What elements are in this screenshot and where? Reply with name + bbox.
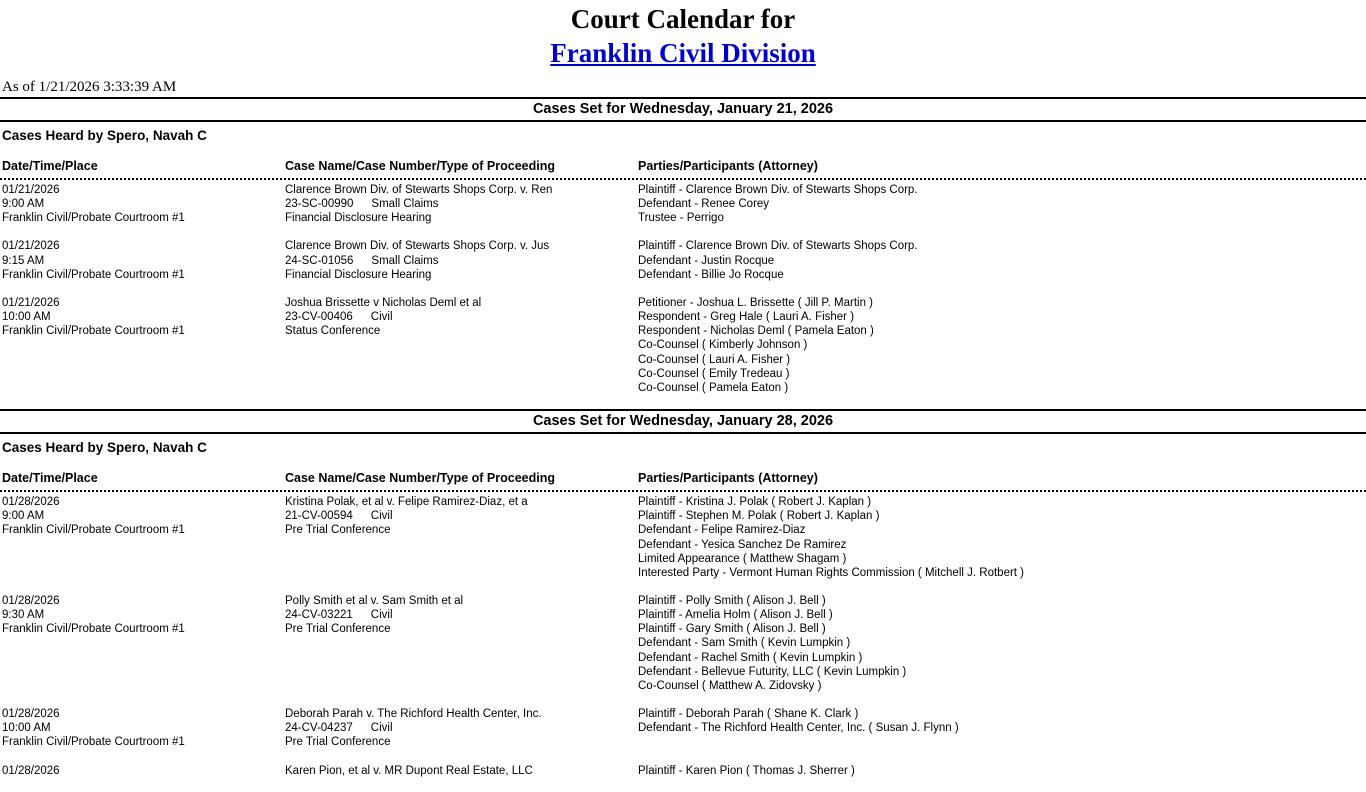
party-entry: Defendant - Yesica Sanchez De Ramirez	[638, 538, 847, 551]
case-info	[285, 707, 542, 749]
column-header-case-info: Case Name/Case Number/Type of Proceeding	[285, 159, 555, 173]
case-type: Small Claims	[371, 198, 439, 211]
case-number[interactable]: 24-SC-01056	[285, 254, 354, 267]
proceeding-type: Pre Trial Conference	[285, 736, 391, 749]
case-time: 9:30 AM	[2, 609, 45, 622]
case-date-time-place	[2, 594, 185, 636]
column-header-parties: Parties/Participants (Attorney)	[638, 159, 818, 173]
case-info	[285, 296, 481, 338]
case-place: Franklin Civil/Probate Courtroom #1	[2, 212, 185, 225]
party-entry: Defendant - Bellevue Futurity, LLC ( Kevin Lumpkin )	[638, 665, 907, 678]
case-name[interactable]: Polly Smith et al v. Sam Smith et al	[285, 594, 464, 607]
case-name[interactable]: Clarence Brown Div. of Stewarts Shops Corp. v. Ren	[285, 184, 553, 196]
party-entry: Plaintiff - Karen Pion ( Thomas J. Sherrer )	[638, 764, 855, 777]
case-info	[285, 594, 463, 636]
case-type: Civil	[370, 722, 393, 735]
proceeding-type: Status Conference	[285, 325, 381, 338]
case-place: Franklin Civil/Probate Courtroom #1	[2, 736, 185, 749]
calendar-section	[0, 97, 1366, 409]
case-list	[0, 180, 1366, 409]
document-header	[0, 0, 1366, 75]
case-row[interactable]	[0, 239, 1366, 295]
case-date: 01/28/2026	[2, 764, 60, 777]
case-number-line	[285, 310, 481, 324]
case-date: 01/21/2026	[2, 184, 60, 196]
proceeding-type: Pre Trial Conference	[285, 524, 391, 537]
case-parties	[638, 239, 918, 281]
case-row[interactable]	[0, 296, 1366, 409]
party-entry: Defendant - Rachel Smith ( Kevin Lumpkin )	[638, 651, 863, 664]
party-entry: Plaintiff - Clarence Brown Div. of Stewarts Shops Corp.	[638, 184, 918, 196]
party-entry: Plaintiff - Gary Smith ( Alison J. Bell )	[638, 623, 826, 636]
party-entry: Defendant - Felipe Ramirez-Diaz	[638, 524, 806, 537]
case-time: 10:00 AM	[2, 722, 51, 735]
judge-heading: Cases Heard by Spero, Navah C	[2, 440, 207, 456]
case-type: Small Claims	[371, 254, 439, 267]
column-header-row	[0, 159, 1366, 178]
party-entry: Trustee - Perrigo	[638, 212, 724, 225]
party-entry: Interested Party - Vermont Human Rights Commission ( Mitchell J. Rotbert )	[638, 566, 1025, 579]
case-name[interactable]: Karen Pion, et al v. MR Dupont Real Estate, LLC	[285, 764, 533, 777]
case-info	[285, 495, 528, 537]
party-entry: Plaintiff - Deborah Parah ( Shane K. Clark )	[638, 708, 859, 721]
case-parties	[638, 707, 959, 735]
party-entry: Defendant - The Richford Health Center, Inc. ( Susan J. Flynn )	[638, 722, 959, 735]
case-date-time-place	[2, 183, 185, 225]
case-type: Civil	[370, 609, 393, 622]
case-date: 01/21/2026	[2, 296, 60, 309]
case-number-line	[285, 608, 463, 622]
case-date: 01/28/2026	[2, 594, 60, 607]
party-entry: Plaintiff - Stephen M. Polak ( Robert J. Kaplan )	[638, 510, 880, 523]
column-header-case-info: Case Name/Case Number/Type of Proceeding	[285, 471, 555, 486]
party-entry: Co-Counsel ( Matthew A. Zidovsky )	[638, 679, 822, 692]
party-entry: Limited Appearance ( Matthew Shagam )	[638, 552, 847, 565]
case-time: 9:15 AM	[2, 254, 45, 267]
column-header-date-time-place: Date/Time/Place	[2, 159, 98, 173]
column-header-row	[0, 471, 1366, 490]
party-entry: Plaintiff - Polly Smith ( Alison J. Bell )	[638, 594, 826, 607]
case-parties	[638, 764, 855, 778]
case-parties	[638, 183, 918, 225]
calendar-section	[0, 409, 1366, 792]
proceeding-type: Financial Disclosure Hearing	[285, 268, 432, 281]
case-name[interactable]: Kristina Polak, et al v. Felipe Ramirez-Diaz, et a	[285, 496, 528, 509]
case-date-time-place	[2, 495, 185, 537]
case-number[interactable]: 24-CV-04237	[285, 722, 353, 735]
page-title: Court Calendar for	[570, 4, 796, 34]
case-number-line	[285, 197, 552, 211]
case-parties	[638, 296, 874, 395]
case-number-line	[285, 509, 528, 523]
case-number[interactable]: 23-CV-00406	[285, 311, 353, 324]
case-number[interactable]: 24-CV-03221	[285, 609, 353, 622]
party-entry: Defendant - Renee Corey	[638, 198, 770, 211]
party-entry: Plaintiff - Amelia Holm ( Alison J. Bell )	[638, 609, 833, 622]
case-row[interactable]	[0, 495, 1366, 594]
party-entry: Petitioner - Joshua L. Brissette ( Jill P. Martin )	[638, 296, 873, 309]
case-name[interactable]: Joshua Brissette v Nicholas Deml et al	[285, 296, 482, 309]
case-date: 01/28/2026	[2, 708, 60, 721]
proceeding-type: Financial Disclosure Hearing	[285, 212, 432, 225]
party-entry: Defendant - Sam Smith ( Kevin Lumpkin )	[638, 637, 851, 650]
party-entry: Plaintiff - Clarence Brown Div. of Stewarts Shops Corp.	[638, 240, 918, 253]
case-parties	[638, 594, 906, 693]
case-name[interactable]: Clarence Brown Div. of Stewarts Shops Corp. v. Jus	[285, 240, 550, 253]
case-date-time-place	[2, 296, 185, 338]
case-date: 01/28/2026	[2, 496, 60, 509]
judge-heading: Cases Heard by Spero, Navah C	[2, 128, 207, 143]
division-link[interactable]: Franklin Civil Division	[550, 38, 816, 68]
as-of-timestamp: As of 1/21/2026 3:33:39 AM	[2, 79, 177, 95]
case-time: 9:00 AM	[2, 510, 45, 523]
division-title-row	[0, 36, 1366, 75]
column-header-date-time-place: Date/Time/Place	[2, 471, 98, 486]
proceeding-type: Pre Trial Conference	[285, 623, 391, 636]
case-info	[285, 183, 552, 225]
case-list	[0, 492, 1366, 792]
case-place: Franklin Civil/Probate Courtroom #1	[2, 268, 185, 281]
case-date: 01/21/2026	[2, 240, 60, 253]
section-banner: Cases Set for Wednesday, January 21, 2026	[532, 101, 834, 117]
case-time: 9:00 AM	[2, 198, 45, 211]
party-entry: Respondent - Nicholas Deml ( Pamela Eaton )	[638, 325, 874, 338]
party-entry: Defendant - Billie Jo Rocque	[638, 268, 784, 281]
case-number-line	[285, 254, 549, 268]
case-parties	[638, 495, 1024, 580]
party-entry: Respondent - Greg Hale ( Lauri A. Fisher )	[638, 311, 855, 324]
case-info	[285, 764, 533, 778]
case-row[interactable]	[0, 183, 1366, 239]
case-date-time-place	[2, 764, 60, 778]
case-place: Franklin Civil/Probate Courtroom #1	[2, 524, 185, 537]
case-place: Franklin Civil/Probate Courtroom #1	[2, 325, 185, 338]
column-header-parties: Parties/Participants (Attorney)	[638, 471, 818, 486]
case-number[interactable]: 21-CV-00594	[285, 510, 353, 523]
party-entry: Co-Counsel ( Kimberly Johnson )	[638, 339, 808, 352]
section-banner: Cases Set for Wednesday, January 28, 2026	[532, 413, 834, 430]
case-place: Franklin Civil/Probate Courtroom #1	[2, 623, 185, 636]
case-type: Civil	[370, 311, 393, 324]
party-entry: Co-Counsel ( Emily Tredeau )	[638, 367, 790, 380]
case-row[interactable]	[0, 594, 1366, 707]
party-entry: Plaintiff - Kristina J. Polak ( Robert J. Kaplan )	[638, 496, 872, 509]
case-type: Civil	[370, 510, 393, 523]
calendar-sections	[0, 97, 1366, 792]
case-row[interactable]	[0, 707, 1366, 763]
case-time: 10:00 AM	[2, 311, 51, 324]
case-info	[285, 239, 549, 281]
case-number[interactable]: 23-SC-00990	[285, 198, 354, 211]
case-date-time-place	[2, 239, 185, 281]
case-number-line	[285, 721, 542, 735]
party-entry: Co-Counsel ( Pamela Eaton )	[638, 381, 789, 394]
case-date-time-place	[2, 707, 185, 749]
party-entry: Defendant - Justin Rocque	[638, 254, 775, 267]
case-name[interactable]: Deborah Parah v. The Richford Health Center, Inc.	[285, 708, 542, 721]
party-entry: Co-Counsel ( Lauri A. Fisher )	[638, 353, 791, 366]
